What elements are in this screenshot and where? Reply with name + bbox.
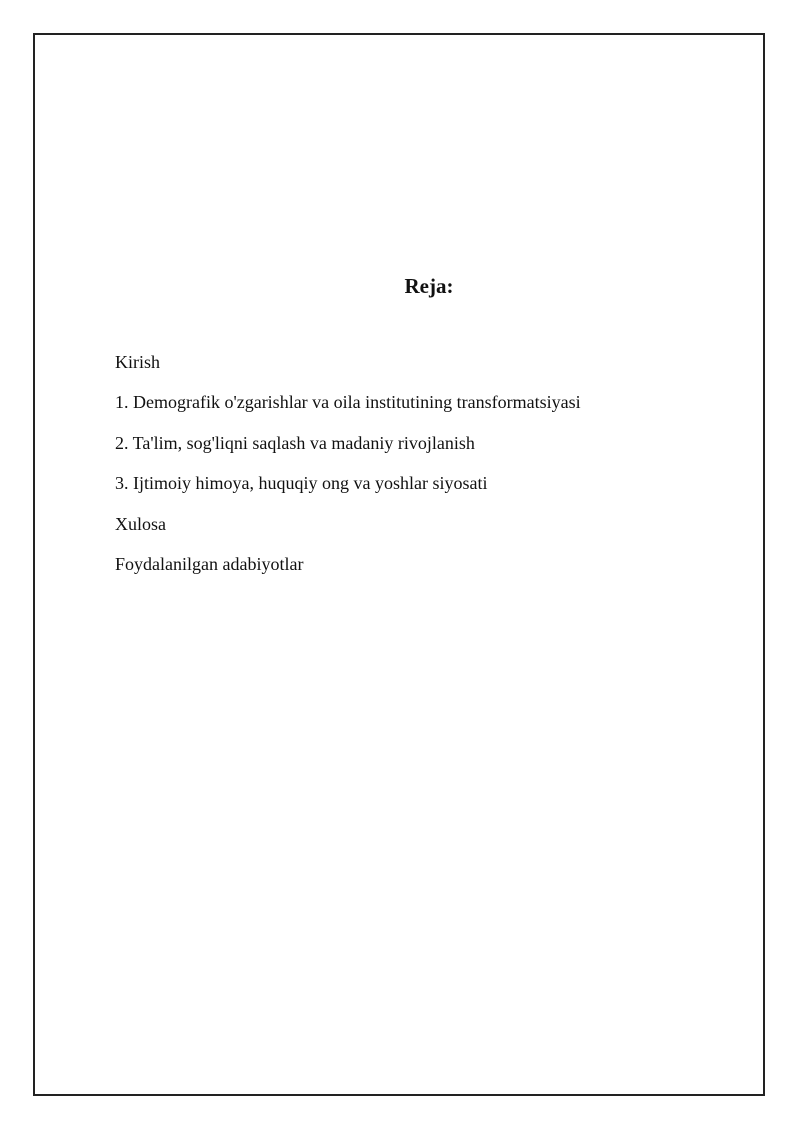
table-of-contents: [115, 349, 581, 591]
toc-item-references: Foydalanilgan adabiyotlar: [115, 553, 304, 574]
page-title: Reja:: [404, 274, 454, 298]
toc-item-conclusion: Xulosa: [115, 513, 166, 534]
toc-item-2: 2. Ta'lim, sog'liqni saqlash va madaniy rivojlanish: [115, 432, 475, 453]
toc-item-1: 1. Demografik o'zgarishlar va oila institutining transformatsiyasi: [115, 392, 581, 413]
toc-item-3: 3. Ijtimoiy himoya, huquqiy ong va yoshlar siyosati: [115, 473, 488, 494]
toc-item-introduction: Kirish: [115, 352, 160, 372]
